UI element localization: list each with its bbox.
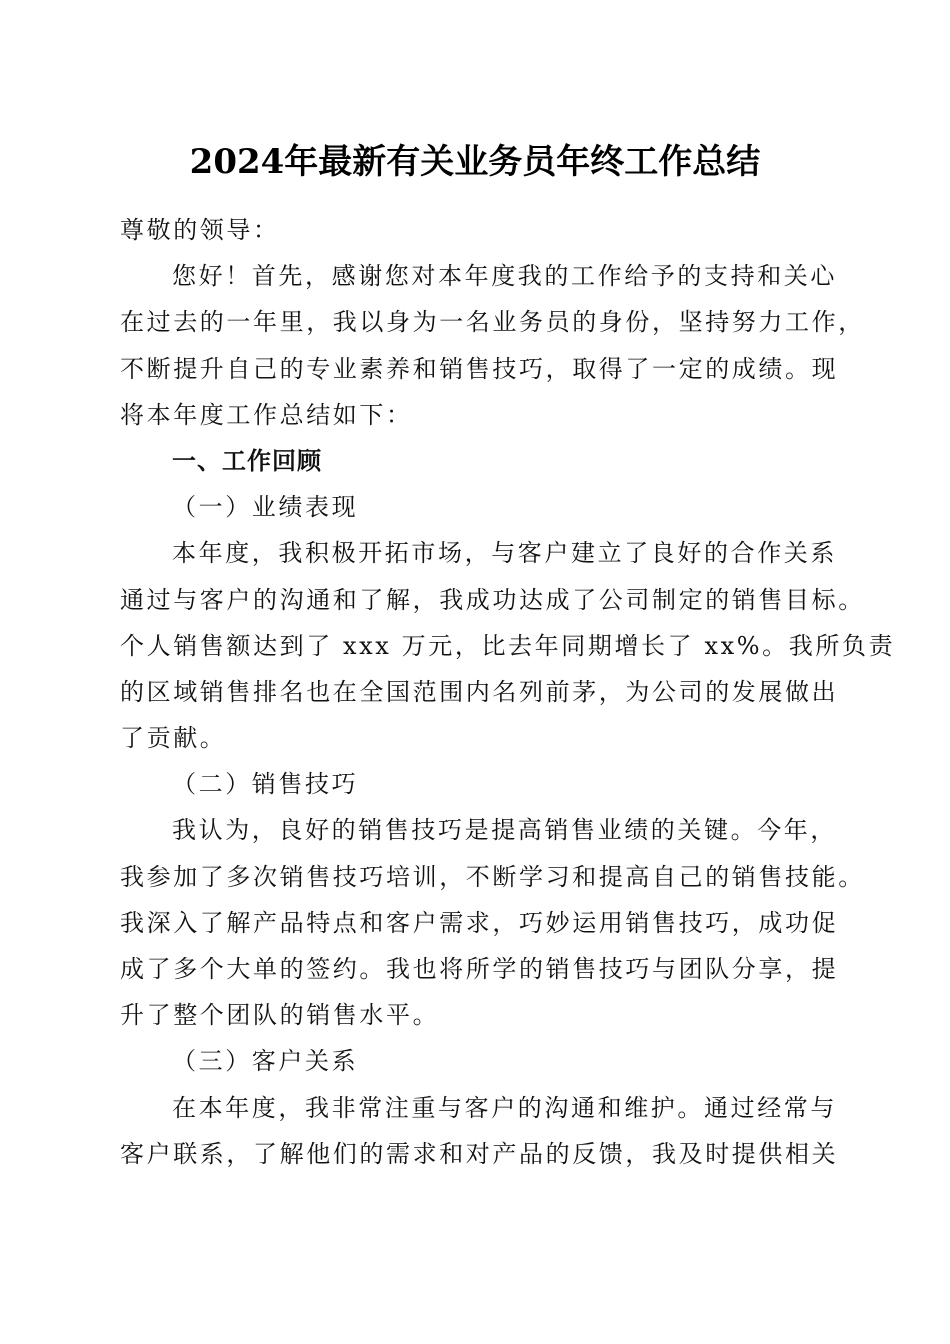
paragraph-line: 通过与客户的沟通和了解，我成功达成了公司制定的销售目标。 <box>120 585 865 614</box>
paragraph-line: 了贡献。 <box>120 724 227 753</box>
paragraph-line: 我深入了解产品特点和客户需求，巧妙运用销售技巧，成功促 <box>120 908 839 937</box>
subsection-heading: （二）销售技巧 <box>172 770 359 799</box>
document-body <box>120 207 896 1177</box>
subsection-heading: （一）业绩表现 <box>172 493 359 522</box>
paragraph-line: 您好！首先，感谢您对本年度我的工作给予的支持和关心 <box>172 262 837 291</box>
paragraph-line: 个人销售额达到了 xxx 万元，比去年同期增长了 xx%。我所负责 <box>120 631 896 660</box>
paragraph-line: 升了整个团队的销售水平。 <box>120 1001 440 1030</box>
salutation: 尊敬的领导： <box>120 216 280 244</box>
section-heading: 一、工作回顾 <box>172 446 322 475</box>
paragraph-line: 在过去的一年里，我以身为一名业务员的身份，坚持努力工作， <box>120 308 865 337</box>
paragraph-line: 我参加了多次销售技巧培训，不断学习和提高自己的销售技能。 <box>120 862 865 891</box>
paragraph-line: 的区域销售排名也在全国范围内名列前茅，为公司的发展做出 <box>120 677 839 706</box>
paragraph-line: 在本年度，我非常注重与客户的沟通和维护。通过经常与 <box>172 1093 837 1122</box>
paragraph-line: 本年度，我积极开拓市场，与客户建立了良好的合作关系 <box>172 539 837 568</box>
subsection-heading: （三）客户关系 <box>172 1047 359 1076</box>
paragraph-line: 将本年度工作总结如下： <box>120 400 413 429</box>
paragraph-line: 不断提升自己的专业素养和销售技巧，取得了一定的成绩。现 <box>120 354 839 383</box>
paragraph-line: 我认为，良好的销售技巧是提高销售业绩的关键。今年， <box>172 816 837 845</box>
paragraph-line: 客户联系，了解他们的需求和对产品的反馈，我及时提供相关 <box>120 1139 839 1168</box>
document-title: 2024年最新有关业务员年终工作总结 <box>189 142 761 182</box>
paragraph-line: 成了多个大单的签约。我也将所学的销售技巧与团队分享，提 <box>120 955 839 983</box>
